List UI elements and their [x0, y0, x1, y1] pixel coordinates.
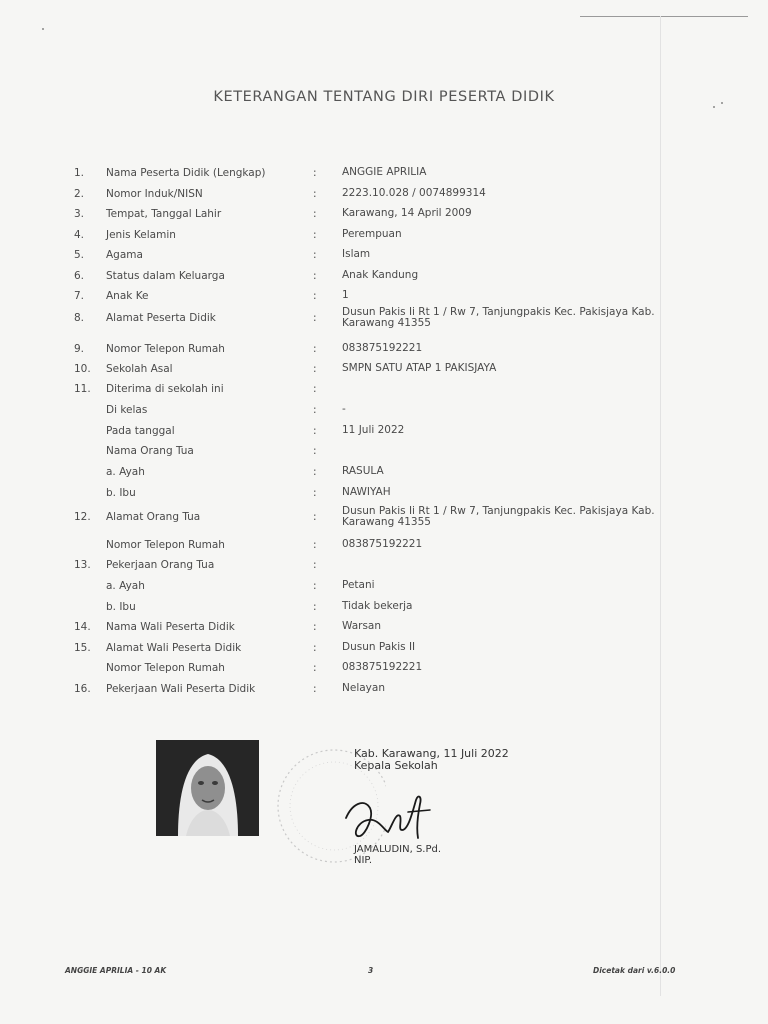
row-label: Jenis Kelamin [106, 229, 176, 241]
row-label: Diterima di sekolah ini [106, 383, 224, 395]
row-label: Nama Orang Tua [106, 445, 194, 457]
row-colon: : [313, 601, 317, 613]
row-colon: : [313, 290, 317, 302]
row-number: 15. [74, 642, 91, 654]
scan-speck [42, 28, 44, 30]
row-label: Nomor Telepon Rumah [106, 343, 225, 355]
row-value: RASULA [342, 465, 384, 477]
row-value: Islam [342, 248, 371, 260]
row-value: 083875192221 [342, 342, 423, 354]
row-label: Pekerjaan Orang Tua [106, 559, 215, 571]
row-colon: : [313, 404, 317, 416]
row-label: Nomor Induk/NISN [106, 188, 203, 200]
row-colon: : [313, 445, 317, 457]
row-value: Anak Kandung [342, 269, 419, 281]
footer-student: ANGGIE APRILIA - 10 AK [65, 966, 167, 975]
row-number: 9. [74, 343, 85, 355]
student-photo [156, 740, 259, 836]
row-colon: : [313, 188, 317, 200]
row-value: 083875192221 [342, 661, 423, 673]
row-label: b. Ibu [106, 487, 136, 499]
row-number: 5. [74, 249, 85, 261]
row-colon: : [313, 487, 317, 499]
row-value: NAWIYAH [342, 486, 391, 498]
row-number: 13. [74, 559, 91, 571]
row-label: Alamat Wali Peserta Didik [106, 642, 242, 654]
row-colon: : [313, 208, 317, 220]
row-value: SMPN SATU ATAP 1 PAKISJAYA [342, 362, 497, 374]
row-colon: : [313, 683, 317, 695]
principal-nip: NIP. [354, 855, 373, 866]
row-number: 3. [74, 208, 85, 220]
row-value: Dusun Pakis Ii Rt 1 / Rw 7, Tanjungpakis Kec. Pakisjaya Kab. Karawang 41355 [342, 306, 655, 329]
row-label: Di kelas [106, 404, 148, 416]
row-value: 2223.10.028 / 0074899314 [342, 187, 486, 199]
row-number: 14. [74, 621, 91, 633]
row-colon: : [313, 621, 317, 633]
principal-name: JAMALUDIN, S.Pd. [354, 844, 442, 855]
row-label: Nomor Telepon Rumah [106, 539, 225, 551]
row-colon: : [313, 539, 317, 551]
footer-version: Dicetak dari v.6.0.0 [593, 966, 676, 975]
row-value: 1 [342, 289, 349, 301]
row-label: Tempat, Tanggal Lahir [106, 208, 222, 220]
row-number: 8. [74, 312, 85, 324]
row-colon: : [313, 580, 317, 592]
row-number: 4. [74, 229, 85, 241]
row-value: Dusun Pakis Ii Rt 1 / Rw 7, Tanjungpakis Kec. Pakisjaya Kab. Karawang 41355 [342, 505, 655, 528]
row-value: 083875192221 [342, 538, 423, 550]
row-colon: : [313, 466, 317, 478]
row-label: b. Ibu [106, 601, 136, 613]
row-value: ANGGIE APRILIA [342, 166, 427, 178]
row-colon: : [313, 270, 317, 282]
row-number: 1. [74, 167, 85, 179]
signature-role: Kepala Sekolah [354, 759, 438, 772]
row-value: 11 Juli 2022 [342, 424, 405, 436]
row-number: 7. [74, 290, 85, 302]
row-colon: : [313, 559, 317, 571]
row-colon: : [313, 383, 317, 395]
row-label: Nama Peserta Didik (Lengkap) [106, 167, 266, 179]
row-value: Perempuan [342, 228, 402, 240]
row-value: Nelayan [342, 682, 385, 694]
footer-page-number: 3 [368, 966, 374, 975]
row-number: 12. [74, 511, 91, 523]
row-value: Tidak bekerja [342, 600, 413, 612]
row-colon: : [313, 511, 317, 523]
row-label: Alamat Orang Tua [106, 511, 201, 523]
row-label: Alamat Peserta Didik [106, 312, 216, 324]
page-title: KETERANGAN TENTANG DIRI PESERTA DIDIK [213, 89, 555, 105]
row-value: Karawang, 14 April 2009 [342, 207, 472, 219]
row-colon: : [313, 642, 317, 654]
row-number: 2. [74, 188, 85, 200]
scan-edge-line [580, 16, 748, 17]
signature-place-date: Kab. Karawang, 11 Juli 2022 [354, 747, 509, 760]
row-colon: : [313, 343, 317, 355]
signature-icon [338, 790, 438, 849]
row-label: Nomor Telepon Rumah [106, 662, 225, 674]
row-label: Sekolah Asal [106, 363, 173, 375]
row-label: Agama [106, 249, 143, 261]
row-colon: : [313, 229, 317, 241]
row-value: Petani [342, 579, 375, 591]
row-colon: : [313, 167, 317, 179]
row-label: a. Ayah [106, 466, 145, 478]
row-label: Pekerjaan Wali Peserta Didik [106, 683, 256, 695]
row-colon: : [313, 425, 317, 437]
row-number: 11. [74, 383, 91, 395]
row-number: 6. [74, 270, 85, 282]
row-number: 16. [74, 683, 91, 695]
row-value: Dusun Pakis II [342, 641, 416, 653]
row-colon: : [313, 662, 317, 674]
row-value: - [342, 403, 346, 415]
row-label: Pada tanggal [106, 425, 175, 437]
row-colon: : [313, 363, 317, 375]
scan-speck [713, 106, 715, 108]
row-label: Nama Wali Peserta Didik [106, 621, 235, 633]
row-label: Status dalam Keluarga [106, 270, 225, 282]
row-value: Warsan [342, 620, 382, 632]
row-label: Anak Ke [106, 290, 149, 302]
row-colon: : [313, 249, 317, 261]
row-colon: : [313, 312, 317, 324]
row-label: a. Ayah [106, 580, 145, 592]
row-number: 10. [74, 363, 91, 375]
